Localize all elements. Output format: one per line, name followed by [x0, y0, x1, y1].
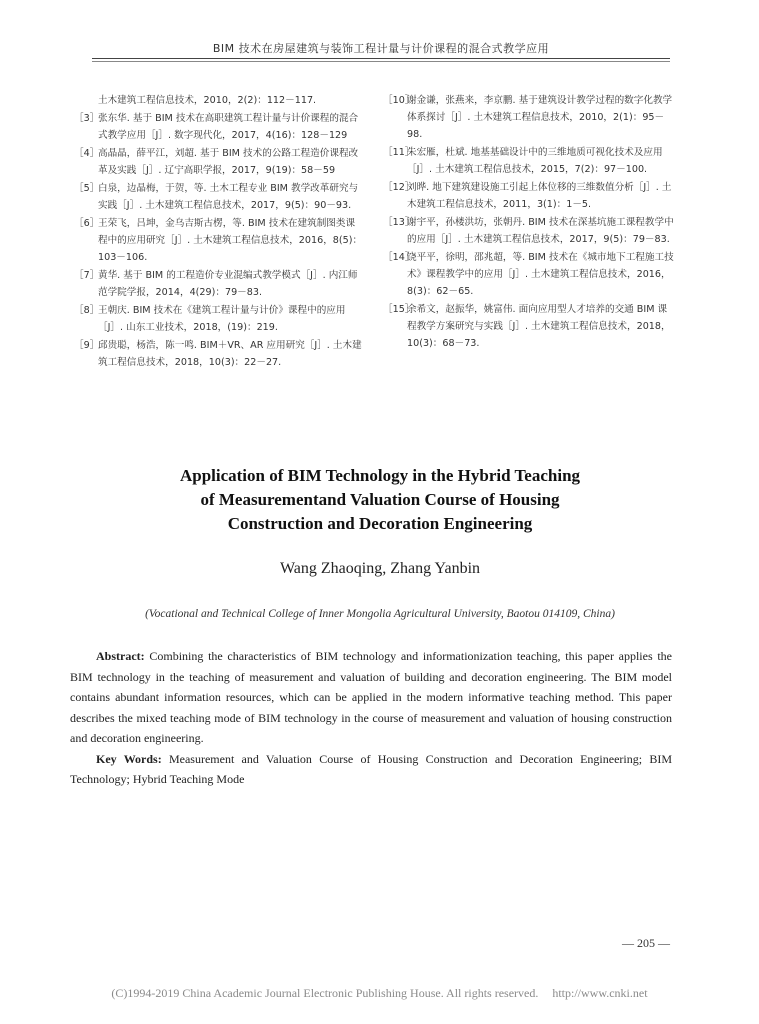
reference-item — [74, 337, 364, 371]
reference-item — [383, 301, 675, 352]
reference-item — [74, 215, 364, 266]
reference-number: ［6］ — [74, 218, 100, 229]
reference-item — [74, 145, 364, 179]
reference-item — [74, 180, 364, 214]
abstract-block — [70, 646, 672, 790]
abstract-label: Abstract: — [96, 649, 145, 663]
reference-item — [74, 110, 364, 144]
reference-number: ［13］ — [383, 217, 415, 228]
reference-item — [74, 92, 364, 109]
reference-item — [383, 179, 675, 213]
reference-text: 谢宇平，孙楼洪坊，张朝丹. BIM 技术在深基坑施工课程教学中的应用［J］. 土木建筑工程信息技术，2017，9(5)：79－83. — [407, 217, 674, 245]
reference-number: ［3］ — [74, 113, 100, 124]
title-line: of Measurementand Valuation Course of Housing — [200, 490, 560, 509]
reference-item — [74, 302, 364, 336]
reference-item — [74, 267, 364, 301]
cnki-link[interactable]: http://www.cnki.net — [552, 986, 648, 1000]
running-header: BIM 技术在房屋建筑与装饰工程计量与计价课程的混合式教学应用 — [212, 42, 550, 55]
reference-number: ［5］ — [74, 183, 100, 194]
reference-text: 张东华. 基于 BIM 技术在高职建筑工程计量与计价课程的混合式教学应用［J］. 数字现代化，2017，4(16)：128－129 — [98, 113, 359, 141]
header-rule-thin — [92, 61, 670, 62]
abstract-text: Combining the characteristics of BIM technology and informationization teaching, this paper applies the BIM technology in the teaching of measurement and valuation of building and decoration engineering. The BIM model contains abundant information resources, which can be applied in the modern informative teaching method. This paper describes the mixed teaching mode of BIM technology in the course of measurement and valuation of housing construction and decoration engineering. — [70, 649, 672, 745]
title-line: Construction and Decoration Engineering — [227, 514, 533, 533]
reference-text: 朱宏雁，杜斌. 地基基础设计中的三维地质可视化技术及应用［J］. 土木建筑工程信息技术，2015，7(2)：97－100. — [407, 147, 663, 175]
header-rule — [92, 58, 670, 59]
page-number: — 205 — — [622, 936, 670, 950]
reference-text: 饶平平，徐明，邵兆超，等. BIM 技术在《城市地下工程施工技术》课程教学中的应用［J］. 土木建筑工程信息技术，2016，8(3)：62－65. — [407, 252, 674, 297]
keywords-text: Measurement and Valuation Course of Housing Construction and Decoration Engineering; BIM Technology; Hybrid Teaching Mode — [70, 751, 672, 786]
reference-item — [383, 214, 675, 248]
reference-number: ［11］ — [383, 147, 415, 158]
reference-text: 邱贵聪，杨浩，陈一鸣. BIM＋VR、AR 应用研究［J］. 土木建筑工程信息技术，2018，10(3)：22－27. — [98, 340, 362, 368]
reference-number: ［9］ — [74, 340, 100, 351]
reference-text: 余希文，赵振华，姚富伟. 面向应用型人才培养的交通 BIM 课程教学方案研究与实践［J］. 土木建筑工程信息技术，2018，10(3)：68－73. — [407, 304, 671, 349]
reference-text: 高晶晶，薛平江，刘超. 基于 BIM 技术的公路工程造价课程改革及实践［J］. 辽宁高职学报，2017，9(19)：58－59 — [98, 148, 359, 176]
references-right-column — [383, 92, 675, 353]
reference-number: ［12］ — [383, 182, 415, 193]
references-left-column — [74, 92, 364, 372]
authors: Wang Zhaoqing, Zhang Yanbin — [279, 560, 481, 577]
abstract-paragraph — [70, 646, 672, 749]
reference-number: ［10］ — [383, 95, 415, 106]
reference-number: ［15］ — [383, 304, 415, 315]
reference-text: 谢金谦，张燕来，李京鹏. 基于建筑设计教学过程的数字化教学体系探讨［J］. 土木建筑工程信息技术，2010，2(1)：95－98. — [407, 95, 673, 140]
reference-text: 王朝庆. BIM 技术在《建筑工程计量与计价》课程中的应用［J］. 山东工业技术，2018，(19)：219. — [98, 305, 346, 333]
copyright-footer — [0, 986, 759, 1001]
reference-number: ［4］ — [74, 148, 100, 159]
affiliation: (Vocational and Technical College of Inner Mongolia Agricultural University, Baotou 014109, China) — [145, 608, 615, 620]
copyright-text: (C)1994-2019 China Academic Journal Electronic Publishing House. All rights reserved. — [111, 986, 539, 1000]
reference-item — [383, 249, 675, 300]
reference-number: ［7］ — [74, 270, 100, 281]
reference-item — [383, 92, 675, 143]
keywords-paragraph — [70, 749, 672, 790]
english-title — [100, 464, 660, 536]
reference-text: 刘晔. 地下建筑建设施工引起上体位移的三维数值分析［J］. 土木建筑工程信息技术，2011，3(1)：1－5. — [407, 182, 672, 210]
reference-number: ［8］ — [74, 305, 100, 316]
reference-text: 土木建筑工程信息技术，2010，2(2)：112－117. — [98, 95, 317, 106]
reference-text: 王荣飞，吕坤，金乌吉斯古楞，等. BIM 技术在建筑制图类课程中的应用研究［J］. 土木建筑工程信息技术，2016，8(5)：103－106. — [98, 218, 363, 263]
reference-number: ［14］ — [383, 252, 415, 263]
reference-item — [383, 144, 675, 178]
reference-text: 白泉，边晶梅，于贺，等. 土木工程专业 BIM 教学改革研究与实践［J］. 土木建筑工程信息技术，2017，9(5)：90－93. — [98, 183, 359, 211]
keywords-label: Key Words: — [96, 751, 162, 766]
reference-text: 黄华. 基于 BIM 的工程造价专业混编式教学模式［J］. 内江师范学院学报，2014，4(29)：79－83. — [98, 270, 358, 298]
title-line: Application of BIM Technology in the Hybrid Teaching — [179, 466, 581, 485]
